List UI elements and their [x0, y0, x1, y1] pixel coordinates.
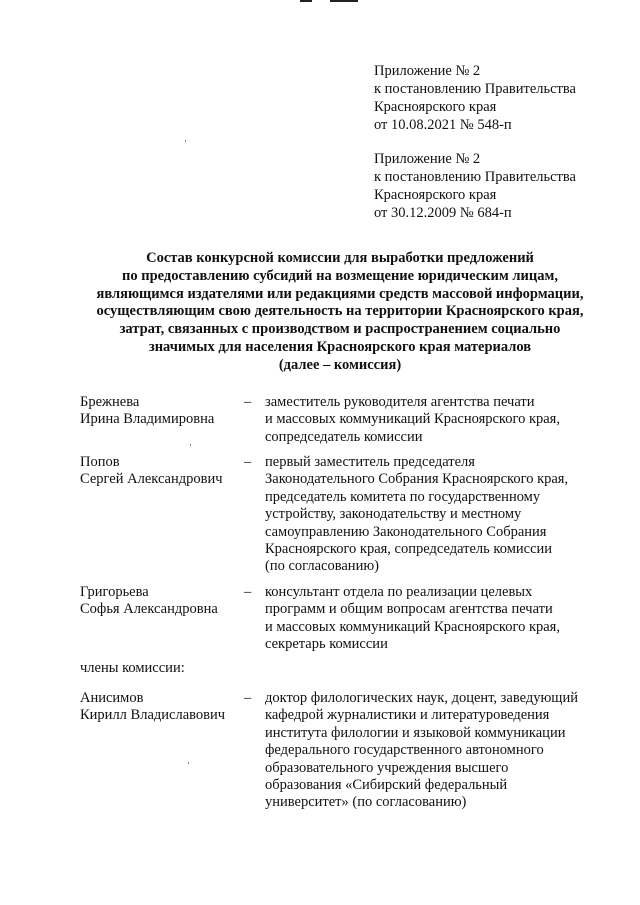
dash-separator: – [244, 584, 252, 600]
role-line: доктор филологических наук, доцент, заведующий [265, 690, 578, 706]
role-line: председатель комитета по государственному [265, 488, 541, 505]
title-line: (далее – комиссия) [278, 356, 402, 373]
appendix-original [374, 150, 576, 222]
appendix-line: к постановлению Правительства [374, 169, 576, 185]
appendix-line: Красноярского края [374, 99, 497, 115]
role-line: Красноярского края, сопредседатель комиссии [265, 541, 553, 558]
dash-separator: – [244, 394, 252, 410]
dash-separator: – [244, 454, 252, 470]
title-line: значимых для населения Красноярского края материалов [148, 338, 532, 355]
members-section-label: члены комиссии: [80, 660, 185, 676]
role-line: самоуправлению Законодательного Собрания [265, 523, 547, 540]
member-given-names: Кирилл Владиславович [80, 707, 226, 724]
dash-separator: – [244, 690, 252, 706]
member-role [265, 690, 610, 812]
role-line: и массовых коммуникаций Красноярского края, [265, 618, 560, 635]
document-title [60, 250, 620, 375]
appendix-line: Приложение № 2 [374, 63, 481, 79]
role-line: заместитель руководителя агентства печати [265, 394, 535, 410]
title-line: затрат, связанных с производством и распространением социально [119, 321, 561, 338]
role-line: консультант отдела по реализации целевых [265, 584, 533, 600]
role-line: института филологии и языковой коммуникации [265, 724, 566, 741]
appendix-line: от 10.08.2021 № 548-п [374, 117, 512, 133]
scan-mark [300, 0, 312, 2]
member-surname: Попов [80, 454, 120, 470]
role-line: устройству, законодательству и местному [265, 506, 522, 523]
member-given-names: Софья Александровна [80, 601, 218, 618]
scan-speck [185, 140, 186, 142]
role-line: сопредседатель комиссии [265, 428, 423, 445]
role-line: образовательного учреждения высшего [265, 759, 509, 776]
role-line: (по согласованию) [265, 558, 379, 575]
member-surname: Анисимов [80, 690, 144, 706]
member-name [80, 584, 250, 619]
role-line: Законодательного Собрания Красноярского края, [265, 471, 569, 488]
role-line: первый заместитель председателя [265, 454, 475, 470]
role-line: университет» (по согласованию) [265, 794, 467, 811]
role-line: образования «Сибирский федеральный [265, 777, 508, 794]
member-name [80, 690, 250, 725]
scan-speck [190, 444, 191, 446]
title-line: по предоставлению субсидий на возмещение юридическим лицам, [122, 267, 558, 284]
appendix-line: к постановлению Правительства [374, 81, 576, 97]
scan-speck [188, 762, 189, 764]
member-role [265, 584, 610, 654]
title-line: осуществляющим свою деятельность на территории Красноярского края, [96, 303, 584, 320]
appendix-line: от 30.12.2009 № 684-п [374, 205, 512, 221]
title-line: являющимся издателями или редакциями средств массовой информации, [96, 285, 584, 302]
member-name [80, 454, 250, 489]
title-line: Состав конкурсной комиссии для выработки предложений [146, 250, 534, 266]
scan-mark [330, 0, 358, 2]
appendix-line: Красноярского края [374, 187, 497, 203]
member-surname: Брежнева [80, 394, 140, 410]
member-given-names: Сергей Александрович [80, 471, 223, 488]
role-line: программ и общим вопросам агентства печати [265, 601, 553, 618]
member-name [80, 394, 250, 429]
member-surname: Григорьева [80, 584, 149, 600]
role-line: секретарь комиссии [265, 636, 388, 653]
role-line: кафедрой журналистики и литературоведения [265, 707, 550, 724]
role-line: и массовых коммуникаций Красноярского края, [265, 411, 560, 428]
appendix-line: Приложение № 2 [374, 151, 481, 167]
member-given-names: Ирина Владимировна [80, 411, 215, 428]
member-role [265, 394, 610, 446]
member-role [265, 454, 610, 576]
role-line: федерального государственного автономного [265, 742, 544, 759]
appendix-current [374, 62, 576, 134]
